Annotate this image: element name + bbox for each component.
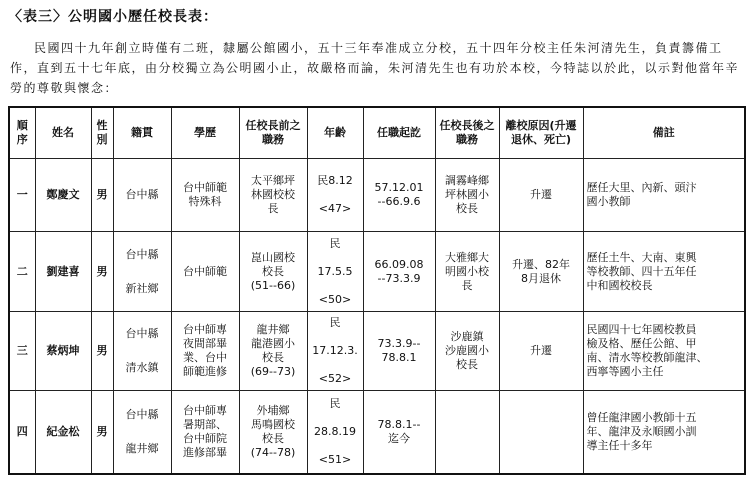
age-cell-line: 17.12.3.	[312, 344, 358, 357]
next-post-cell-line: 沙鹿國小	[445, 344, 489, 357]
name-cell: 鄭慶文	[35, 159, 91, 232]
education-cell-line: 台中師專	[183, 404, 227, 417]
remarks-cell-line: 民國四十七年國校教員	[586, 323, 697, 336]
term-cell	[363, 232, 435, 312]
next-post-cell	[435, 391, 499, 475]
header-next-post: 任校長後之職務	[435, 107, 499, 159]
header-name: 姓名	[35, 107, 91, 159]
order-cell: 三	[9, 312, 35, 391]
term-cell-line: 78.8.1--	[377, 418, 421, 431]
age-cell-line: 民	[329, 316, 341, 329]
header-term: 任職起訖	[363, 107, 435, 159]
table-header-row	[9, 107, 745, 159]
header-remarks: 備註	[583, 107, 745, 159]
education-cell-line: 暑期部、	[183, 418, 227, 431]
age-cell-line: <50>	[318, 292, 352, 306]
age-cell-line: 17.5.5	[317, 264, 353, 278]
native-cell-line: 新社鄉	[125, 281, 159, 295]
prev-post-cell-line: 馬鳴國校	[251, 418, 295, 431]
term-cell	[363, 159, 435, 232]
gender-cell: 男	[91, 159, 113, 232]
native-cell	[113, 232, 171, 312]
leave-reason-cell-line: 升遷	[530, 188, 552, 201]
remarks-cell-line: 年、龍津及永順國小訓	[586, 425, 697, 438]
native-cell-line: 台中縣	[125, 188, 159, 201]
age-cell-line: <52>	[318, 372, 352, 385]
age-cell	[307, 312, 363, 391]
term-cell-line: 57.12.01	[374, 181, 424, 194]
term-cell-line: 78.8.1	[381, 351, 417, 364]
next-post-cell	[435, 232, 499, 312]
education-cell-line: 夜間部畢	[183, 337, 227, 350]
prev-post-cell-line: 崑山國校	[251, 250, 295, 264]
next-post-cell-line: 明國小校	[445, 264, 489, 278]
intro-paragraph	[10, 38, 740, 98]
name-cell: 劉建喜	[35, 232, 91, 312]
age-cell	[307, 391, 363, 475]
gender-cell: 男	[91, 232, 113, 312]
next-post-cell-line: 校長	[456, 358, 478, 371]
prev-post-cell	[239, 312, 307, 391]
education-cell-line: 特殊科	[188, 195, 222, 208]
remarks-cell-line: 歷任土牛、大南、東興	[586, 250, 697, 264]
table-row	[9, 159, 745, 232]
prev-post-cell	[239, 391, 307, 475]
education-cell	[171, 232, 239, 312]
remarks-cell-line: 西寧等國小主任	[586, 365, 664, 378]
remarks-cell	[583, 159, 745, 232]
next-post-cell	[435, 312, 499, 391]
prev-post-cell-line: 校長	[262, 432, 284, 445]
table-row	[9, 312, 745, 391]
education-cell-line: 台中師專	[183, 323, 227, 336]
age-cell-line: 民	[329, 397, 341, 410]
header-education: 學歷	[171, 107, 239, 159]
remarks-cell	[583, 391, 745, 475]
table-row	[9, 391, 745, 475]
header-order: 順序	[9, 107, 35, 159]
age-cell-line: <51>	[318, 453, 352, 466]
header-prev-post: 任校長前之職務	[239, 107, 307, 159]
header-leave-reason: 離校原因(升遷退休、死亡)	[499, 107, 583, 159]
native-cell	[113, 391, 171, 475]
remarks-cell-line: 歷任大里、內新、頭汴	[586, 181, 697, 194]
term-cell	[363, 391, 435, 475]
leave-reason-cell-line: 升遷	[530, 344, 552, 357]
remarks-cell-line: 曾任龍津國小教師十五	[586, 411, 697, 424]
order-cell: 一	[9, 159, 35, 232]
term-cell-line: 73.3.9--	[377, 337, 421, 350]
next-post-cell-line: 調霧峰鄉	[445, 174, 489, 187]
education-cell-line: 台中師範	[183, 181, 227, 194]
remarks-cell	[583, 232, 745, 312]
prev-post-cell-line: 龍港國小	[251, 337, 295, 350]
prev-post-cell-line: (51--66)	[250, 278, 296, 292]
prev-post-cell-line: 龍井鄉	[256, 323, 290, 336]
age-cell-line: 28.8.19	[314, 425, 356, 438]
remarks-cell	[583, 312, 745, 391]
term-cell-line: --66.9.6	[377, 195, 421, 208]
term-cell-line: 66.09.08	[374, 257, 424, 271]
remarks-cell-line: 南、清水等校教師龍津、	[586, 351, 708, 364]
native-cell-line: 清水鎮	[125, 361, 159, 374]
header-native: 籍貫	[113, 107, 171, 159]
native-cell-line: 台中縣	[125, 408, 159, 421]
next-post-cell-line: 長	[461, 278, 473, 292]
prev-post-cell-line: (69--73)	[250, 365, 296, 378]
education-cell-line: 師範進修	[183, 365, 227, 378]
native-cell-line: 龍井鄉	[125, 442, 159, 455]
leave-reason-cell	[499, 232, 583, 312]
remarks-cell-line: 國小教師	[586, 195, 631, 208]
education-cell-line: 業、台中	[183, 351, 227, 364]
education-cell-line: 台中師範	[183, 264, 227, 278]
education-cell-line: 台中師院	[183, 432, 227, 445]
education-cell	[171, 312, 239, 391]
order-cell: 四	[9, 391, 35, 475]
age-cell	[307, 159, 363, 232]
order-cell: 二	[9, 232, 35, 312]
education-cell	[171, 159, 239, 232]
prev-post-cell-line: 太平鄉坪	[251, 174, 295, 187]
next-post-cell-line: 大雅鄉大	[445, 250, 489, 264]
intro-text: 民國四十九年創立時僅有二班，隸屬公館國小，五十三年奉准成立分校，五十四年分校主任朱河清先生，負責籌備工作，直到五十七年底，由分校獨立為公明國小止，故嚴格而論，朱河清先生也有功於本校，今特誌以於此，以示對他當年辛勞的尊敬與懷念：	[10, 41, 740, 95]
prev-post-cell-line: 外埔鄉	[256, 404, 290, 417]
age-cell	[307, 232, 363, 312]
education-cell	[171, 391, 239, 475]
leave-reason-cell	[499, 159, 583, 232]
prev-post-cell-line: 林國校校	[251, 188, 295, 201]
principals-table	[8, 106, 746, 475]
prev-post-cell-line: 校長	[262, 264, 284, 278]
name-cell: 蔡炳坤	[35, 312, 91, 391]
prev-post-cell	[239, 159, 307, 232]
prev-post-cell	[239, 232, 307, 312]
next-post-cell-line: 沙鹿鎮	[450, 330, 484, 343]
prev-post-cell-line: 校長	[262, 351, 284, 364]
gender-cell: 男	[91, 312, 113, 391]
leave-reason-cell-line: 8月退休	[521, 271, 561, 285]
name-cell: 紀金松	[35, 391, 91, 475]
remarks-cell-line: 等校教師、四十五年任	[586, 264, 697, 278]
remarks-cell-line: 檢及格、歷任公館、甲	[586, 337, 697, 350]
header-gender: 性別	[91, 107, 113, 159]
leave-reason-cell	[499, 312, 583, 391]
next-post-cell-line: 校長	[456, 202, 478, 215]
term-cell-line: --73.3.9	[377, 271, 421, 285]
prev-post-cell-line: (74--78)	[250, 446, 296, 459]
native-cell	[113, 312, 171, 391]
term-cell-line: 迄今	[388, 432, 410, 445]
remarks-cell-line: 導主任十多年	[586, 439, 653, 452]
leave-reason-cell-line: 升遷、82年	[512, 257, 570, 271]
leave-reason-cell	[499, 391, 583, 475]
header-age: 年齡	[307, 107, 363, 159]
term-cell	[363, 312, 435, 391]
age-cell-line: 民	[329, 236, 341, 250]
gender-cell: 男	[91, 391, 113, 475]
remarks-cell-line: 中和國校校長	[586, 278, 653, 292]
age-cell-line: <47>	[318, 202, 352, 215]
next-post-cell-line: 坪林國小	[445, 188, 489, 201]
native-cell-line: 台中縣	[125, 247, 159, 261]
next-post-cell	[435, 159, 499, 232]
native-cell	[113, 159, 171, 232]
table-row	[9, 232, 745, 312]
page-title: 〈表三〉公明國小歷任校長表：	[8, 9, 218, 25]
native-cell-line: 台中縣	[125, 327, 159, 340]
prev-post-cell-line: 長	[267, 202, 279, 215]
age-cell-line: 民8.12	[317, 174, 353, 187]
education-cell-line: 進修部畢	[183, 446, 227, 459]
